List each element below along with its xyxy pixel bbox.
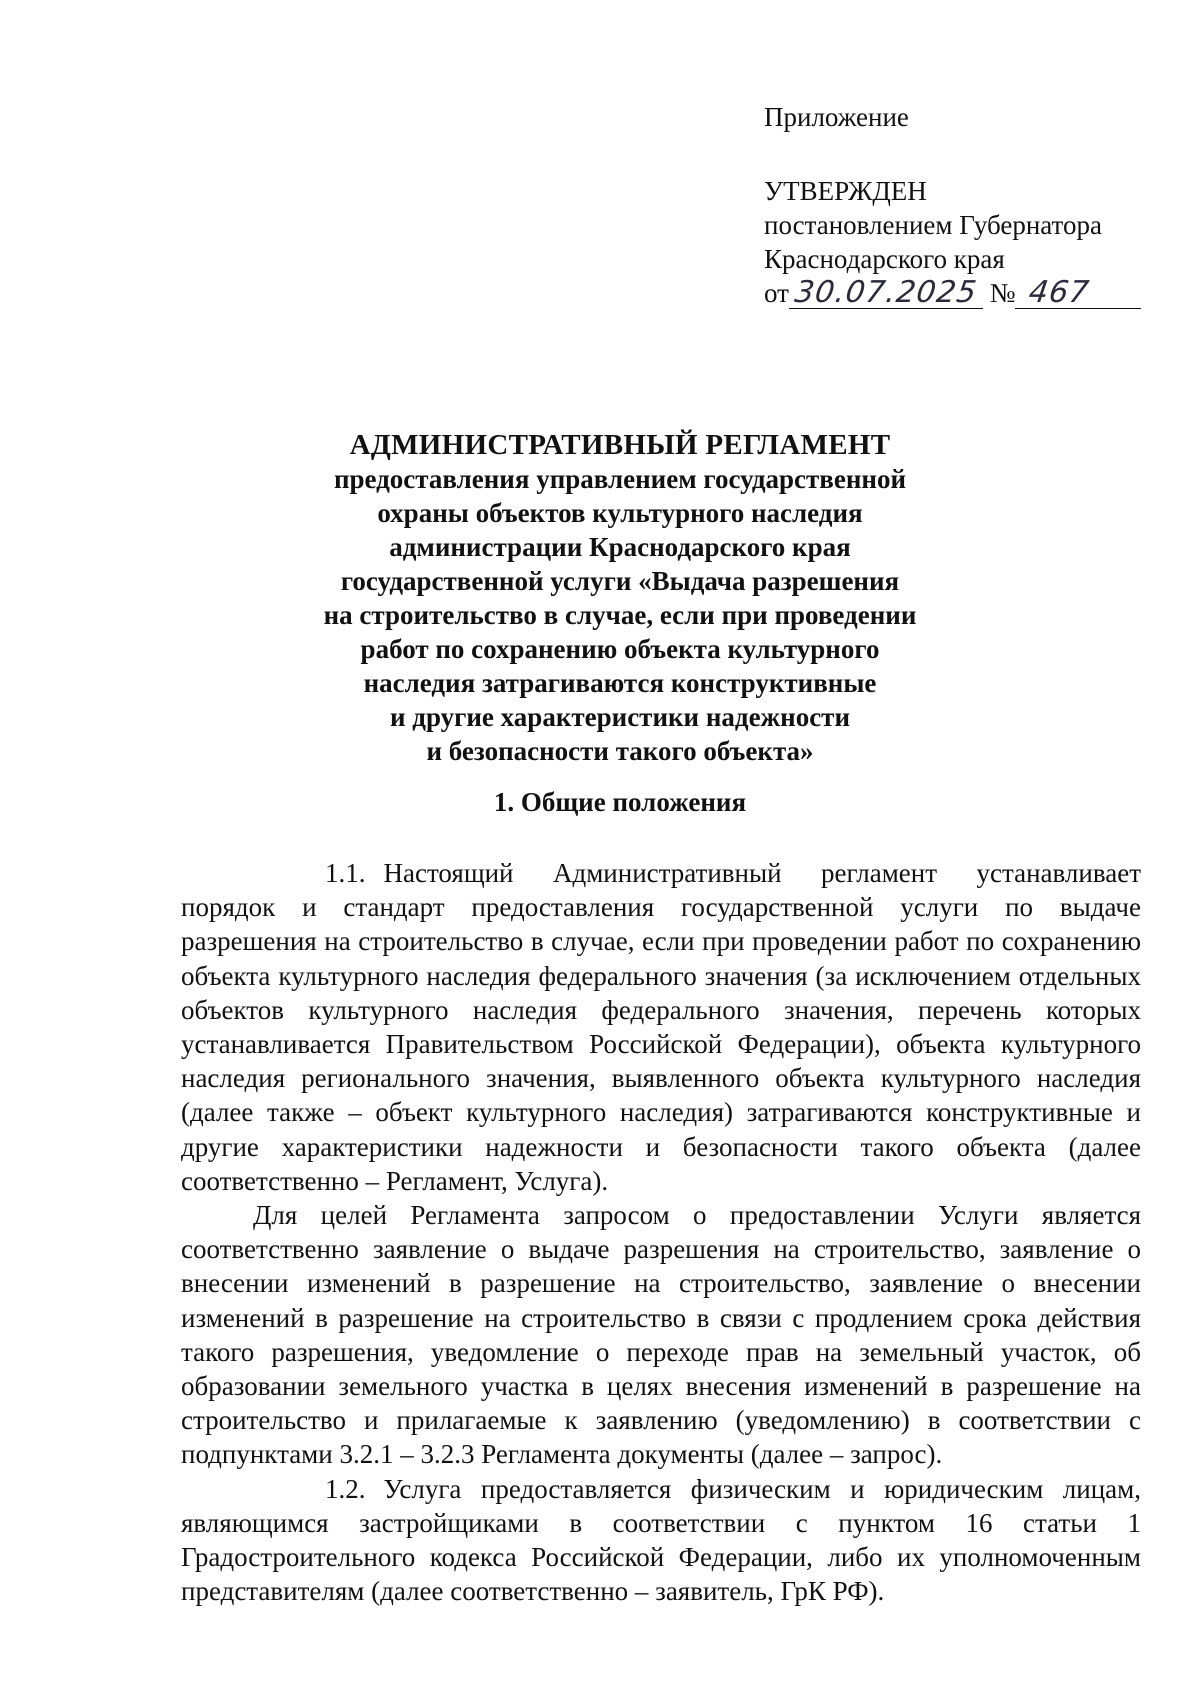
date-field: [789, 275, 983, 310]
approved-label: УТВЕРЖДЕН: [764, 176, 927, 206]
paragraph-1-1-continued: [181, 1198, 1141, 1472]
paragraph-text: Для целей Регламента запросом о предоставлении Услуги является соответственно заявление о выдаче разрешения на строительство, заявление о внесении изменений в разрешение на строительство, заявление о внесении изменений в разрешение на строительство в связи с продлением срока действия такого разрешения, уведомление о переходе прав на земельный участок, об образовании земельного участка в целях внесения изменений в разрешение на строительство и прилагаемые к заявлению (уведомлению) в соответствии с подпунктами 3.2.1 – 3.2.3 Регламента документы (далее – запрос).: [181, 1200, 1141, 1470]
approved-by-line: постановлением Губернатора: [764, 210, 1102, 240]
title-line: предоставления управлением государственной: [333, 464, 907, 494]
title-line: охраны объектов культурного наследия: [377, 498, 863, 528]
number-field: [1015, 275, 1141, 310]
paragraph-1-1: [181, 856, 1141, 1198]
paragraph-text: Настоящий Административный регламент устанавливает порядок и стандарт предоставления государственной услуги по выдаче разрешения на строительство в случае, если при проведении работ по сохранению объекта культурного наследия федерального значения (за исключением отдельных объектов культурного наследия федерального значения, перечень которых устанавливается Правительством Российской Федерации), объекта культурного наследия регионального значения, выявленного объекта культурного наследия (далее также – объект культурного наследия) затрагиваются конструктивные и другие характеристики надежности и безопасности такого объекта (далее соответственно – Регламент, Услуга).: [181, 858, 1141, 1196]
title-line: и другие характеристики надежности: [389, 702, 850, 732]
appendix-label: Приложение: [764, 102, 909, 132]
document-body: [181, 856, 1141, 1608]
handwritten-date: 30.07.2025: [792, 275, 980, 310]
paragraph-text: Услуга предоставляется физическим и юридическим лицам, являющимся застройщиками в соответствии с пунктом 16 статьи 1 Градостроительного кодекса Российской Федерации, либо их уполномоченным представителям (далее соответственно – заявитель, ГрК РФ).: [181, 1473, 1141, 1607]
title-line: на строительство в случае, если при проведении: [323, 600, 917, 630]
title-line: и безопасности такого объекта»: [426, 736, 814, 766]
title-line: государственной услуги «Выдача разрешения: [340, 566, 900, 596]
paragraph-1-2: [181, 1472, 1141, 1609]
paragraph-number: 1.1.: [325, 858, 366, 888]
date-prefix: от: [764, 278, 789, 308]
title-line: администрации Краснодарского края: [389, 532, 851, 562]
section-heading: 1. Общие положения: [493, 787, 747, 817]
regulation-title: АДМИНИСТРАТИВНЫЙ РЕГЛАМЕНТ: [349, 429, 891, 461]
approval-date-number-line: [764, 276, 1164, 310]
approved-region-line: Краснодарского края: [764, 244, 1005, 274]
title-line: работ по сохранению объекта культурного: [360, 634, 880, 664]
handwritten-number: 467: [1027, 275, 1093, 310]
document-title: [180, 428, 1060, 768]
number-prefix: №: [989, 278, 1016, 308]
paragraph-number: 1.2.: [325, 1473, 366, 1504]
title-line: наследия затрагиваются конструктивные: [363, 668, 877, 698]
approval-stamp-block: [764, 100, 1164, 310]
